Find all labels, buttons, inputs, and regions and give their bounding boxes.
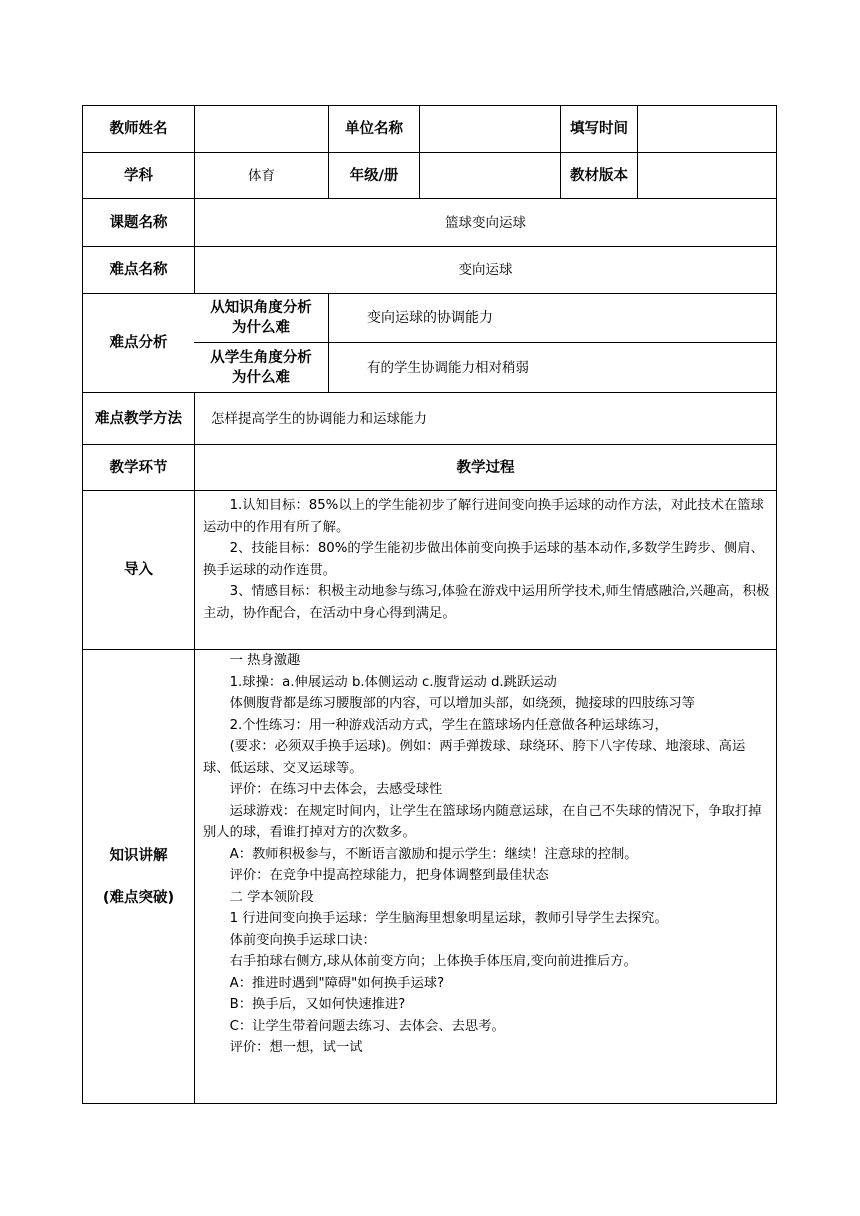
method-value: 怎样提高学生的协调能力和运球能力 [194,393,776,444]
intro-content [194,491,776,649]
student-angle-value: 有的学生协调能力相对稍弱 [328,343,776,392]
knowledge-paragraph: A：教师积极参与，不断语言激励和提示学生：继续！注意球的控制。 [229,846,638,862]
fill-time-label: 填写时间 [560,106,637,152]
grade-value [419,153,560,198]
knowledge-paragraph: 一 热身激趣 [229,653,301,668]
topic-value: 篮球变向运球 [194,199,776,246]
knowledge-angle-row [194,294,776,342]
table-row [83,106,776,152]
knowledge-paragraph: 评价：在竞争中提高控球能力，把身体调整到最佳状态 [229,868,549,883]
knowledge-paragraph: 1.球操：a.伸展运动 b.体侧运动 c.腹背运动 d.跳跃运动 [229,674,557,690]
knowledge-paragraph: 2.个性练习：用一种游戏活动方式，学生在篮球场内任意做各种运球练习， [229,717,668,733]
unit-name-label: 单位名称 [328,106,419,152]
stage-header: 教学环节 [109,459,168,476]
table-row [83,649,776,1103]
table-row [83,490,776,649]
analysis-label: 难点分析 [109,335,168,351]
student-angle-row [194,342,776,392]
analysis-subtable [194,294,776,392]
knowledge-paragraph: B：换手后，又如何快速推进? [229,997,406,1012]
student-angle-label: 从学生角度分析为什么难 [210,349,312,386]
knowledge-angle-label: 从知识角度分析为什么难 [210,300,312,336]
table-row [83,293,776,392]
lesson-plan-table [82,105,777,1104]
knowledge-content [194,650,776,1103]
unit-name-value [419,106,560,152]
knowledge-paragraph: 右手拍球右侧方,球从体前变方向；上体换手体压肩,变向前进推后方。 [229,954,637,969]
knowledge-paragraph: 体侧腹背都是练习腰腹部的内容，可以增加头部，如绕颈，抛接球的四肢练习等 [229,696,695,711]
knowledge-label-cell [83,650,194,1103]
subject-label: 学科 [124,167,153,184]
teacher-name-label: 教师姓名 [109,121,168,137]
method-label: 难点教学方法 [95,410,182,427]
textbook-label: 教材版本 [560,153,637,198]
knowledge-paragraph: A：推进时遇到"障碍"如何换手运球? [229,975,445,991]
intro-label: 导入 [124,562,153,578]
knowledge-paragraph: 评价：想一想，试一试 [229,1040,363,1055]
intro-paragraph: 3、情感目标：积极主动地参与练习,体验在游戏中运用所学技术,师生情感融洽,兴趣高，积极主动，协作配合，在活动中身心得到满足。 [203,584,770,621]
knowledge-label-sub: (难点突破) [102,889,175,906]
topic-label: 课题名称 [109,214,168,231]
knowledge-paragraph: (要求：必须双手换手运球)。例如：两手弹拨球、球绕环、胯下八字传球、地滚球、高运球、低运球、交叉运球等。 [203,739,746,776]
process-header: 教学过程 [194,445,776,490]
table-row [83,246,776,293]
knowledge-paragraph: 体前变向换手运球口诀： [229,932,376,948]
grade-label: 年级/册 [328,153,419,198]
knowledge-label: 知识讲解 [109,847,168,864]
table-row [83,198,776,246]
knowledge-paragraph: C：让学生带着问题去练习、去体会、去思考。 [229,1018,505,1034]
teacher-name-value [194,106,328,152]
knowledge-paragraph: 二 学本领阶段 [229,889,314,905]
knowledge-paragraph: 1 行进间变向换手运球：学生脑海里想象明星运球，教师引导学生去探究。 [229,911,668,926]
intro-paragraph: 1.认知目标：85%以上的学生能初步了解行进间变向换手运球的动作方法，对此技术在篮球运动中的作用有所了解。 [203,498,764,535]
knowledge-paragraph: 运球游戏：在规定时间内，让学生在篮球场内随意运球，在自己不失球的情况下，争取打掉别人的球，看谁打掉对方的次数多。 [203,803,762,840]
knowledge-angle-value: 变向运球的协调能力 [328,294,776,342]
fill-time-value [637,106,776,152]
subject-value: 体育 [194,153,328,198]
intro-paragraph: 2、技能目标：80%的学生能初步做出体前变向换手运球的基本动作,多数学生跨步、侧肩、换手运球的动作连贯。 [203,541,764,578]
table-row [83,152,776,198]
table-row [83,392,776,444]
table-row [83,444,776,490]
difficulty-value: 变向运球 [194,247,776,293]
difficulty-label: 难点名称 [109,262,168,278]
textbook-value [637,153,776,198]
knowledge-paragraph: 评价：在练习中去体会，去感受球性 [229,782,443,797]
